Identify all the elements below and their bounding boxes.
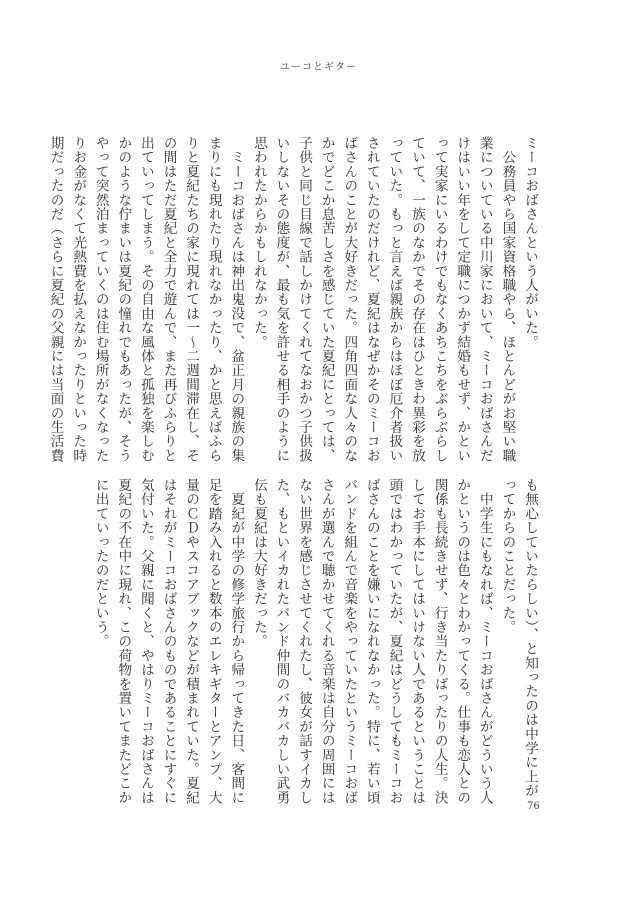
text-line: りお金がなくて光熱費を払えなかったりといった時 [70,136,87,463]
text-line: 夏紀の不在中に現れ、この荷物を置いてまたどこか [115,478,132,805]
text-line: ていて、一族のなかでその存在はひときわ異彩を放 [409,136,426,463]
text-line: っていた。もっと言えば親族からはほぼ厄介者扱い [386,136,403,463]
page-number: 76 [527,801,540,812]
text-line: ミーコおばさんという人がいた。 [522,136,538,349]
text-line: ばさんのことが大好きだった。四角四面な人々のな [341,136,358,463]
lower-text-block [89,478,541,805]
text-line: 伝も夏紀は大好きだった。 [250,478,267,649]
text-line: ミーコおばさんは神出鬼没で、盆正月の親族の集 [228,136,245,463]
text-line: の間はただ夏紀と全力で遊んで、また再びふらりと [160,136,177,463]
running-header: ユーコとギター [280,62,357,73]
text-line: 出ていってしまう。その自由な風体と孤独を楽しむ [137,136,154,463]
text-line: 業についている中川家において、ミーコおばさんだ [476,136,493,463]
text-line: バンドを組んで音楽をやっていたというミーコおば [341,478,358,805]
text-line: 足を踏み入れると数本のエレキギターとアンプ、大 [205,478,222,805]
text-line: 中学生にもなれば、ミーコおばさんがどういう人 [476,478,493,805]
text-line: 頭ではわかっていたが、夏紀はどうしてもミーコお [386,478,403,805]
text-line: かというのは色々とわかってくる。仕事も恋人との [454,478,471,805]
text-line: た、もといイカれたバンド仲間のバカバカしい武勇 [273,478,290,805]
text-line: されていたのだけれど、夏紀はなぜかそのミーコお [363,136,380,463]
text-line: ばさんのことを嫌いになれなかった。特に、若い頃 [363,478,380,805]
upper-text-block [44,136,541,463]
text-line: 量のＣＤやスコアブックなどが積まれていた。夏紀 [183,478,200,805]
text-line: いしないその態度が、最も気を許せる相手のように [273,136,290,463]
text-line: ない世界を感じさせてくれたし、彼女が話すイカし [296,478,313,805]
text-line: も無心していたらしい）、と知ったのは中学に上が [522,478,538,798]
text-line: ってからのことだった。 [499,478,516,635]
text-line: はそれがミーコおばさんのものであることにすぐに [160,478,177,805]
text-line: さんが選んで聴かせてくれる音楽は自分の周囲には [318,478,335,805]
text-line: けはいい年をして定職につかず結婚もせず、かとい [454,136,471,463]
text-line: やって突然泊まっていくのは住む場所がなくなった [92,136,109,463]
text-line: 関係も長続きせず、行き当たりばったりの人生。決 [431,478,448,805]
text-line: してお手本にしてはいけない人であるということは [409,478,426,805]
text-line: 気付いた。父親に聞くと、やはりミーコおばさんは [137,478,154,805]
text-line: 期だったのだ（さらに夏紀の父親には当面の生活費 [47,136,64,463]
text-line: かのような佇まいは夏紀の憧れでもあったが、そう [115,136,132,463]
text-line: りと夏紀たちの家に現れては一〜二週間滞在し、そ [183,136,200,463]
text-line: 思われたからかもしれなかった。 [250,136,267,349]
text-line: かでどこか息苦しさを感じていた夏紀にとっては、 [318,136,335,463]
text-line: って実家にいるわけでもなくあちこちをぶらぶらし [431,136,448,463]
text-line: 子供と同じ目線で話しかけてくれてなおかつ子供扱 [296,136,313,463]
text-line: まりにも現れたり現れなかったり、かと思えばふら [205,136,222,463]
text-line: 公務員やら国家資格職やら、ほとんどがお堅い職 [499,136,516,463]
text-line: に出ていったのだという。 [92,478,109,649]
text-line: 夏紀が中学の修学旅行から帰ってきた日、客間に [228,478,245,805]
